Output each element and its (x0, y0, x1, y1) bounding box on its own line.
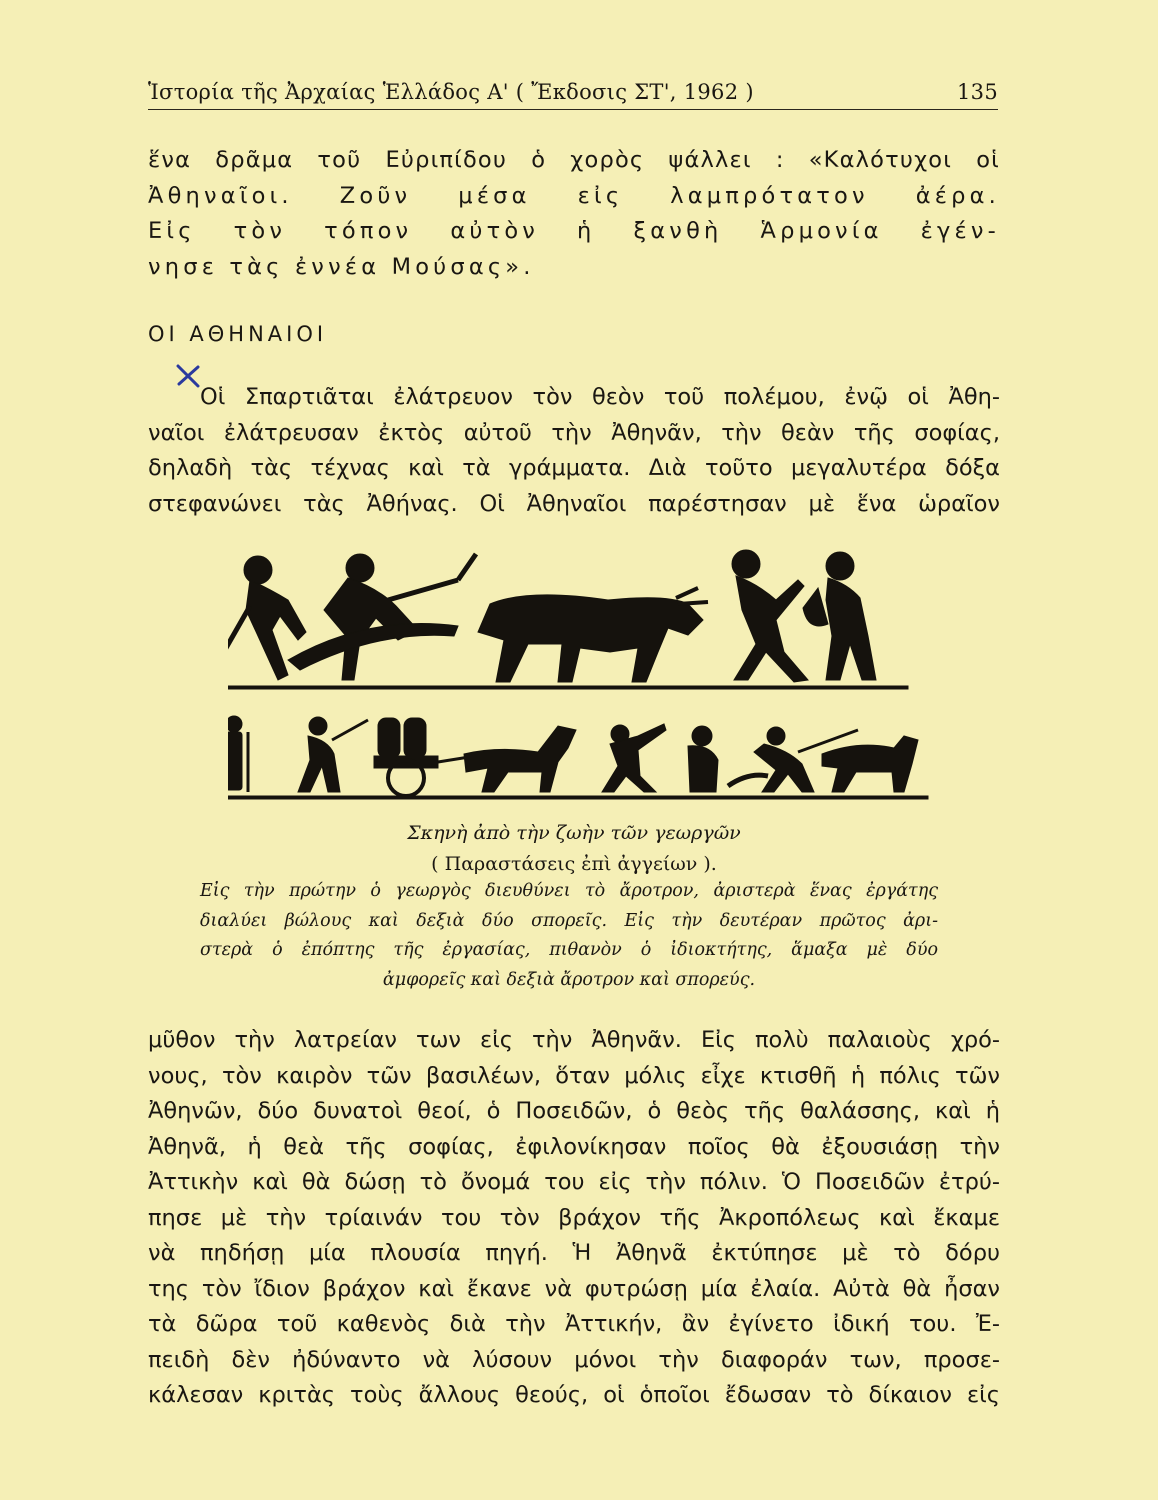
intro-line: Ἀθηναῖοι. Ζοῦν μέσα εἰς λαμπρότατον ἀέρα. (148, 182, 1000, 209)
figure-caption-body (200, 877, 938, 995)
intro-line: νησε τὰς ἐννέα Μούσας». (148, 253, 535, 280)
running-figure (602, 724, 666, 792)
overseer-figure (228, 716, 248, 792)
body-line: κάλεσαν κριτὰς τοὺς ἄλλους θεούς, οἱ ὁποῖοι ἔδωσαν τὸ δίκαιον εἰς (148, 1382, 1000, 1408)
header-rule (148, 109, 998, 110)
vase-painting-illustration (228, 540, 933, 808)
ox-team-figure (478, 588, 708, 682)
second-ox-figure (822, 736, 918, 792)
sower-with-basket-figure (803, 552, 876, 680)
walking-worker-figure (298, 717, 368, 792)
body-line: νους, τὸν καιρὸν τῶν βασιλέων, ὅταν μόλις εἶχε κτισθῆ ἡ πόλις τῶν (148, 1062, 1000, 1089)
section-line: ναῖοι ἐλάτρευσαν ἐκτὸς αὐτοῦ τὴν Ἀθηνᾶν, τὴν θεὰν τῆς σοφίας, (148, 419, 1000, 446)
body-line: Ἀθηνῶν, δύο δυνατοὶ θεοί, ὁ Ποσειδῶν, ὁ θεὸς τῆς θαλάσσης, καὶ ἡ (148, 1098, 1000, 1124)
figure-caption-subtitle: ( Παραστάσεις ἐπὶ ἀγγείων ). (431, 853, 717, 875)
plough-icon (288, 624, 458, 670)
body-line: νὰ πηδήσῃ μία πλουσία πηγή. Ἡ Ἀθηνᾶ ἐκτύπησε μὲ τὸ δόρυ (148, 1240, 1000, 1266)
page-number: 135 (957, 80, 998, 104)
intro-line: ἕνα δρᾶμα τοῦ Εὐριπίδου ὁ χορὸς ψάλλει : «Καλότυχοι οἱ (148, 147, 1000, 173)
seated-figure (688, 726, 718, 792)
section-heading: ΟΙ ΑΘΗΝΑΙΟΙ (148, 322, 328, 346)
donkey-figure (464, 726, 576, 792)
continuation-paragraph (148, 1023, 1000, 1414)
body-line: πειδὴ δὲν ἠδύναντο νὰ λύσουν μόνοι τὴν διαφοράν των, προσε- (148, 1346, 1000, 1373)
caption-line: διαλύει βώλους καὶ δεξιὰ δύο σπορεῖς. Εἰς τὴν δευτέραν πρῶτος ἀρι- (200, 910, 938, 931)
caption-line: στερὰ ὁ ἐπόπτης τῆς ἐργασίας, πιθανὸν ὁ ἰδιοκτήτης, ἅμαξα μὲ δύο (200, 940, 938, 960)
body-line: Ἀθηνᾶ, ἡ θεὰ τῆς σοφίας, ἐφιλονίκησαν ποῖος θὰ ἐξουσιάσῃ τὴν (148, 1133, 1000, 1160)
section-line: δηλαδὴ τὰς τέχνας καὶ τὰ γράμματα. Διὰ τοῦτο μεγαλυτέρα δόξα (148, 455, 1000, 481)
body-line: της τὸν ἴδιον βράχον καὶ ἔκανε νὰ φυτρώσῃ μία ἐλαία. Αὐτὰ θὰ ἦσαν (148, 1275, 1000, 1302)
section-paragraph-first-line (200, 380, 1000, 416)
section-line: Οἱ Σπαρτιᾶται ἐλάτρευον τὸν θεὸν τοῦ πολέμου, ἐνῷ οἱ Ἀθη- (200, 384, 1000, 410)
intro-paragraph (148, 143, 1000, 285)
section-line: στεφανώνει τὰς Ἀθήνας. Οἱ Ἀθηναῖοι παρέστησαν μὲ ἕνα ὡραῖον (148, 490, 1000, 517)
body-line: Ἀττικὴν καὶ θὰ δώσῃ τὸ ὄνομά του εἰς τὴν πόλιν. Ὁ Ποσειδῶν ἐτρύ- (148, 1169, 1000, 1195)
body-line: μῦθον τὴν λατρείαν των εἰς τὴν Ἀθηνᾶν. Εἰς πολὺ παλαιοὺς χρό- (148, 1027, 1000, 1053)
running-header (148, 74, 998, 110)
body-line: τὰ δῶρα τοῦ καθενὸς διὰ τὴν Ἀττικήν, ἂν ἐγίνετο ἰδική του. Ἐ- (148, 1311, 1000, 1337)
intro-line: Εἰς τὸν τόπον αὐτὸν ἡ ξανθὴ Ἁρμονία ἐγέν- (148, 218, 1000, 244)
header-title: Ἱστορία τῆς Ἀρχαίας Ἑλλάδος Α' ( Ἔκδοσις ΣΤ', 1962 ) (148, 80, 754, 104)
figure-caption-title: Σκηνὴ ἀπὸ τὴν ζωὴν τῶν γεωργῶν (407, 822, 741, 844)
sower-figure (732, 550, 808, 682)
ploughman-figure (324, 554, 476, 680)
caption-line: ἀμφορεῖς καὶ δεξιὰ ἄροτρον καὶ σπορεύς. (382, 969, 756, 990)
section-paragraph (148, 416, 1000, 523)
body-line: πησε μὲ τὴν τρίαινάν του τὸν βράχον τῆς Ἀκροπόλεως καὶ ἔκαμε (148, 1204, 1000, 1231)
caption-line: Εἰς τὴν πρώτην ὁ γεωργὸς διευθύνει τὸ ἄροτρον, ἀριστερὰ ἕνας ἐργάτης (200, 881, 938, 901)
